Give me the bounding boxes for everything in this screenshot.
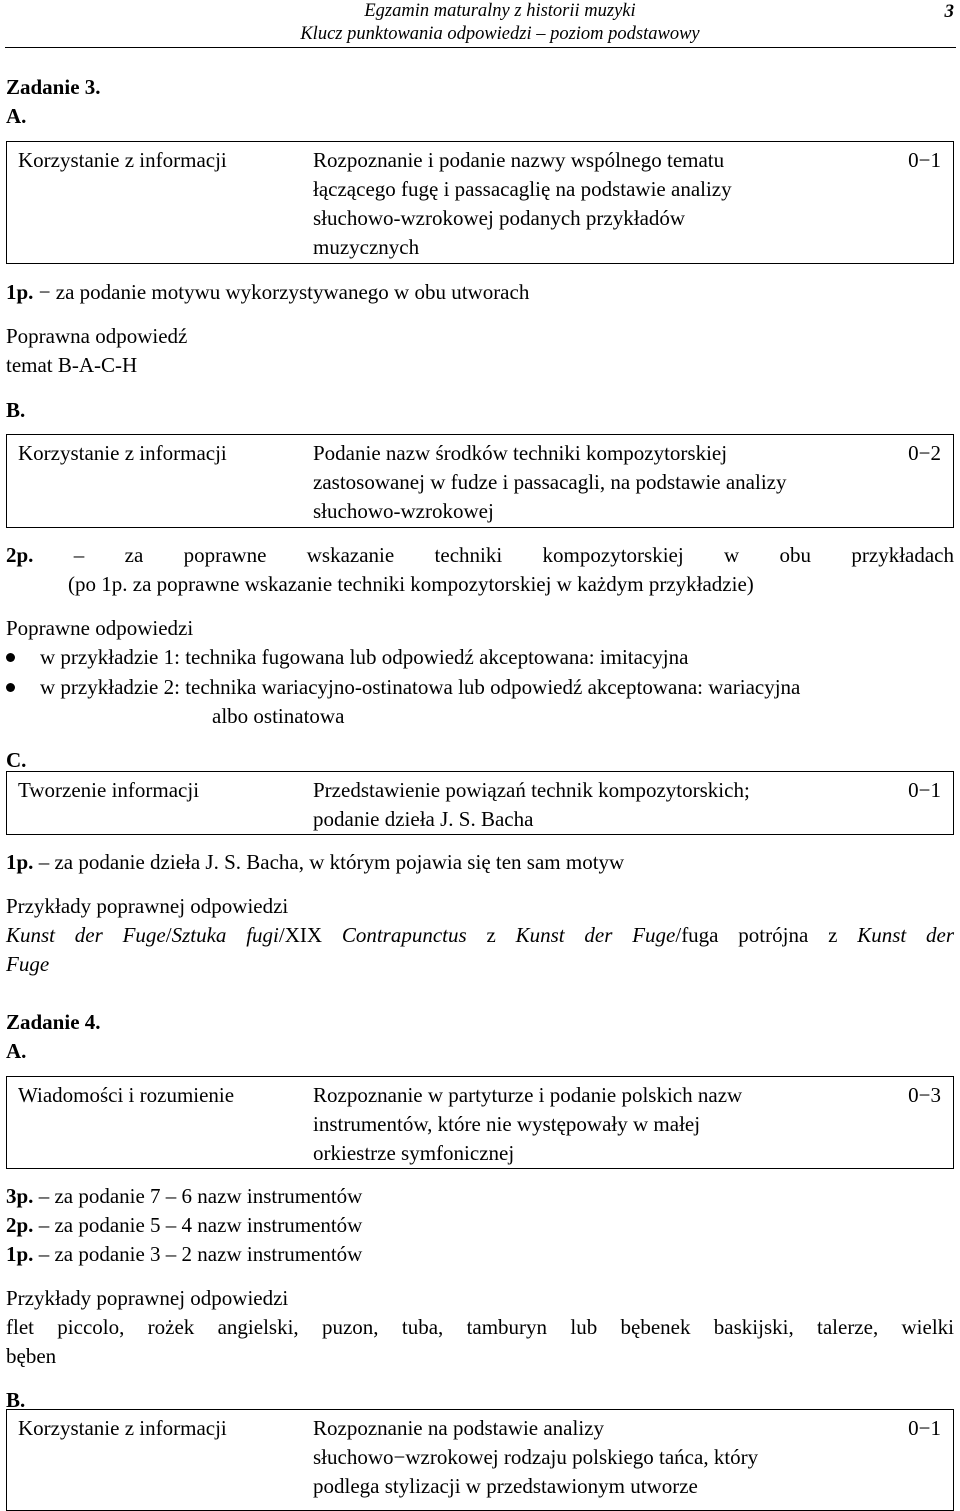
task-3b-criteria-box: [6, 434, 954, 528]
bullet-icon: [6, 683, 15, 692]
task-3c-answer-line-1: [6, 921, 954, 950]
answer-title: Sztuka fugi: [171, 923, 279, 947]
task-3a-answer-heading: Poprawna odpowiedź: [6, 324, 188, 348]
task-4b-criteria-box: [6, 1409, 954, 1511]
task-4a-answer-heading: Przykłady poprawnej odpowiedzi: [6, 1286, 289, 1310]
answer-text: /XIX: [278, 923, 342, 947]
task-4-title: Zadanie 4.: [6, 1010, 101, 1034]
desc-line: Rozpoznanie i podanie nazwy wspólnego tematu: [313, 148, 725, 172]
task-3b-answer-heading: Poprawne odpowiedzi: [6, 616, 194, 640]
scoring-points: 3p.: [6, 1184, 34, 1208]
criteria-description: [313, 1081, 883, 1168]
answer-title: Kunst der Fuge: [515, 923, 676, 947]
task-3a-answer: temat B-A-C-H: [6, 353, 138, 377]
task-3b-answer-bullet-1: w przykładzie 1: technika fugowana lub odpowiedź akceptowana: imitacyjna: [40, 645, 689, 669]
task-3c-label: C.: [6, 748, 27, 772]
criteria-category: Korzystanie z informacji: [18, 1416, 227, 1440]
criteria-category: Wiadomości i rozumienie: [18, 1083, 235, 1107]
criteria-points: 0−1: [908, 778, 941, 802]
scoring-text: − za podanie motywu wykorzystywanego w obu utworach: [33, 280, 530, 304]
answer-title: Kunst der Fuge: [6, 923, 166, 947]
desc-line: podanie dzieła J. S. Bacha: [313, 807, 534, 831]
answer-sep: /: [165, 923, 172, 947]
criteria-category: Korzystanie z informacji: [18, 441, 227, 465]
criteria-points: 0−1: [908, 148, 941, 172]
answer-text: /fuga potrójna z: [675, 923, 858, 947]
task-3c-answer-line-2: [6, 950, 954, 979]
desc-line: słuchowo-wzrokowej podanych przykładów: [313, 206, 686, 230]
criteria-description: [313, 776, 883, 834]
criteria-points: 0−3: [908, 1083, 941, 1107]
task-4a-answer-line-2: bęben: [6, 1344, 57, 1368]
scoring-text: – za podanie 5 – 4 nazw instrumentów: [33, 1213, 363, 1237]
task-3b-label: B.: [6, 398, 26, 422]
task-3a-scoring: [6, 278, 954, 307]
task-4a-criteria-box: [6, 1076, 954, 1169]
criteria-description: [313, 146, 883, 262]
desc-line: Podanie nazw środków techniki kompozytorskiej: [313, 441, 728, 465]
scoring-points: 1p.: [6, 850, 34, 874]
scoring-text: – za podanie 7 – 6 nazw instrumentów: [33, 1184, 363, 1208]
criteria-description: [313, 439, 883, 526]
scoring-points: 2p.: [6, 1213, 34, 1237]
desc-line: słuchowo−wzrokowej rodzaju polskiego tańca, który: [313, 1445, 759, 1469]
criteria-description: [313, 1414, 883, 1501]
task-4b-label: B.: [6, 1388, 26, 1412]
task-3a-criteria-box: [6, 141, 954, 264]
scoring-points: 2p.: [6, 543, 34, 567]
task-3c-criteria-box: [6, 771, 954, 835]
criteria-points: 0−1: [908, 1416, 941, 1440]
page-header: [0, 0, 960, 50]
desc-line: muzycznych: [313, 235, 420, 259]
scoring-text: – za poprawne wskazanie techniki kompozytorskiej w obu przykładach: [33, 543, 954, 567]
answer-title: Contrapunctus: [341, 923, 467, 947]
desc-line: łączącego fugę i passacaglię na podstawie analizy: [313, 177, 732, 201]
task-4a-scoring-2p: [6, 1211, 954, 1240]
header-line-1: Egzamin maturalny z historii muzyki: [364, 1, 636, 21]
task-4a-scoring-1p: [6, 1240, 954, 1269]
answer-title: Fuge: [6, 952, 50, 976]
task-3-title: Zadanie 3.: [6, 75, 101, 99]
desc-line: orkiestrze symfonicznej: [313, 1141, 515, 1165]
page-number: 3: [944, 1, 954, 22]
task-3b-answer-bullet-2: w przykładzie 2: technika wariacyjno-ostinatowa lub odpowiedź akceptowana: wariacyjna: [40, 675, 801, 699]
criteria-category: Tworzenie informacji: [18, 778, 200, 802]
desc-line: podlega stylizacji w przedstawionym utworze: [313, 1474, 698, 1498]
task-4a-answer-line-1: flet piccolo, rożek angielski, puzon, tuba, tamburyn lub bębenek baskijski, talerze, wielki: [6, 1315, 954, 1339]
scoring-text: – za podanie dzieła J. S. Bacha, w którym pojawia się ten sam motyw: [33, 850, 625, 874]
criteria-points: 0−2: [908, 441, 941, 465]
scoring-text: – za podanie 3 – 2 nazw instrumentów: [33, 1242, 363, 1266]
task-3b-answer-bullet-2-cont: albo ostinatowa: [212, 704, 345, 728]
desc-line: Rozpoznanie w partyturze i podanie polskich nazw: [313, 1083, 743, 1107]
task-3c-answer-heading: Przykłady poprawnej odpowiedzi: [6, 894, 289, 918]
task-3b-scoring-line-1: [6, 541, 954, 570]
scoring-points: 1p.: [6, 1242, 34, 1266]
scoring-points: 1p.: [6, 280, 34, 304]
bullet-icon: [6, 653, 15, 662]
criteria-category: Korzystanie z informacji: [18, 148, 227, 172]
task-4a-label: A.: [6, 1039, 27, 1063]
header-title: [200, 0, 800, 46]
header-rule: [5, 47, 956, 48]
task-3a-label: A.: [6, 104, 27, 128]
desc-line: instrumentów, które nie występowały w małej: [313, 1112, 701, 1136]
task-3c-scoring: [6, 848, 954, 877]
desc-line: zastosowanej w fudze i passacagli, na podstawie analizy: [313, 470, 787, 494]
answer-title: Kunst der: [857, 923, 955, 947]
task-4a-scoring-3p: [6, 1182, 954, 1211]
answer-text: z: [466, 923, 516, 947]
desc-line: słuchowo-wzrokowej: [313, 499, 494, 523]
header-line-2: Klucz punktowania odpowiedzi – poziom podstawowy: [300, 24, 700, 44]
desc-line: Rozpoznanie na podstawie analizy: [313, 1416, 604, 1440]
task-3b-scoring-line-2: (po 1p. za poprawne wskazanie techniki kompozytorskiej w każdym przykładzie): [68, 572, 754, 596]
desc-line: Przedstawienie powiązań technik kompozytorskich;: [313, 778, 750, 802]
